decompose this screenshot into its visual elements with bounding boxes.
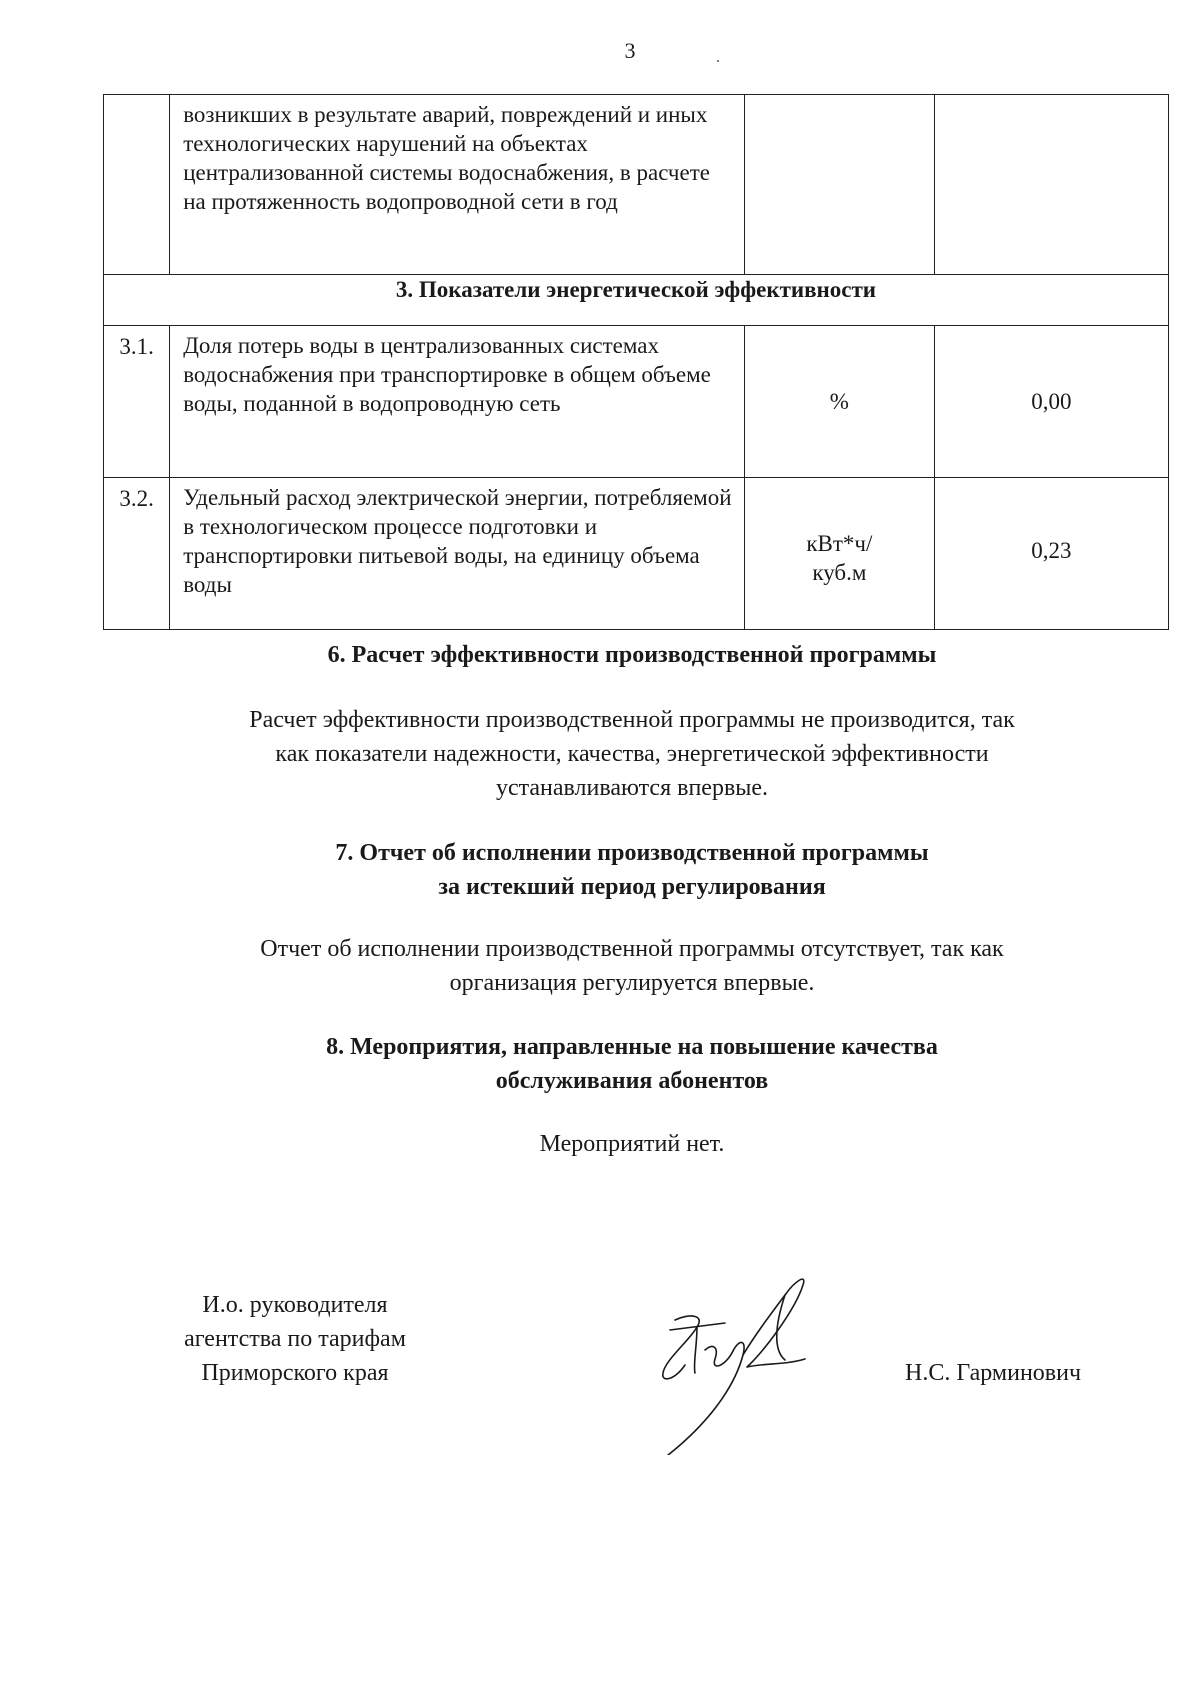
row-number-cell: 3.2. bbox=[104, 478, 170, 630]
section-title-cell: 3. Показатели энергетической эффективности bbox=[104, 275, 1169, 326]
unit-line: кВт*ч/ bbox=[806, 530, 873, 556]
unit-line: куб.м bbox=[812, 559, 867, 585]
indicator-name-cell: Доля потерь воды в централизованных системах водоснабжения при транспортировке в общем объеме воды, поданной в водопроводную сеть bbox=[170, 326, 745, 478]
text-line: как показатели надежности, качества, энергетической эффективности bbox=[275, 741, 989, 767]
section-8-heading bbox=[0, 1030, 1200, 1098]
table-row bbox=[104, 478, 1169, 630]
row-number-cell bbox=[104, 95, 170, 275]
section-8-text: Мероприятий нет. bbox=[539, 1131, 725, 1157]
scan-speck bbox=[717, 60, 719, 62]
position-line: агентства по тарифам bbox=[184, 1326, 406, 1352]
row-number-cell: 3.1. bbox=[104, 326, 170, 478]
unit-cell: % bbox=[744, 326, 934, 478]
text-line: Отчет об исполнении производственной программы отсутствует, так как bbox=[260, 936, 1004, 962]
table-row bbox=[104, 95, 1169, 275]
text-line: организация регулируется впервые. bbox=[449, 970, 815, 996]
heading-line: за истекший период регулирования bbox=[438, 874, 826, 900]
value-cell: 0,23 bbox=[934, 478, 1168, 630]
heading-line: обслуживания абонентов bbox=[495, 1068, 769, 1094]
section-6-text bbox=[0, 703, 1200, 805]
position-line: Приморского края bbox=[201, 1360, 389, 1386]
section-7-heading bbox=[0, 836, 1200, 904]
table-section-row bbox=[104, 275, 1169, 326]
position-line: И.о. руководителя bbox=[202, 1292, 388, 1318]
text-line: Расчет эффективности производственной программы не производится, так bbox=[249, 707, 1015, 733]
table-row bbox=[104, 326, 1169, 478]
unit-cell bbox=[744, 478, 934, 630]
text-line: устанавливаются впервые. bbox=[495, 775, 769, 801]
signatory-position bbox=[150, 1288, 440, 1390]
page-number: 3 bbox=[624, 38, 636, 63]
heading-line: 8. Мероприятия, направленные на повышение качества bbox=[326, 1034, 938, 1060]
signatory-name: Н.С. Гарминович bbox=[905, 1360, 1082, 1386]
section-7-text bbox=[0, 932, 1200, 1000]
value-cell: 0,00 bbox=[934, 326, 1168, 478]
indicator-name-cell: Удельный расход электрической энергии, потребляемой в технологическом процессе подготовки и транспортировки питьевой воды, на единицу объема воды bbox=[170, 478, 745, 630]
handwritten-signature bbox=[635, 1255, 855, 1455]
section-6-heading: 6. Расчет эффективности производственной программы bbox=[327, 642, 937, 668]
value-cell bbox=[934, 95, 1168, 275]
unit-cell bbox=[744, 95, 934, 275]
heading-line: 7. Отчет об исполнении производственной программы bbox=[335, 840, 929, 866]
indicators-table bbox=[103, 94, 1169, 630]
indicator-name-cell: возникших в результате аварий, повреждений и иных технологических нарушений на объектах централизованной системы водоснабжения, в расчете на протяженность водопроводной сети в год bbox=[170, 95, 745, 275]
